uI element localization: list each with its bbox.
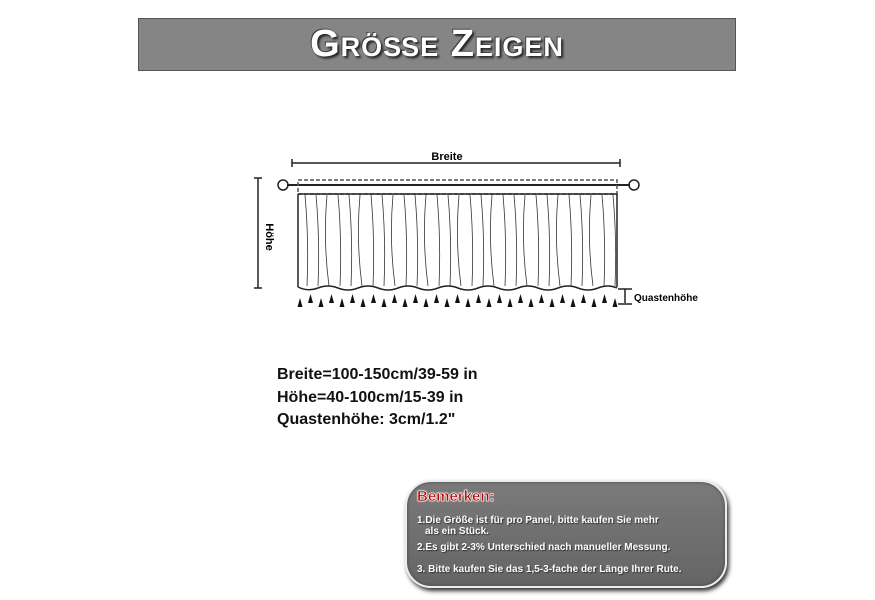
tassel bbox=[455, 294, 460, 303]
curtain-pleat bbox=[415, 195, 418, 286]
page-title: Größe Zeigen bbox=[310, 23, 564, 65]
curtain-pleat bbox=[358, 195, 362, 286]
note-item: 1.Die Größe ist für pro Panel, bitte kaufen Sie mehr bbox=[417, 515, 659, 526]
tassel bbox=[340, 298, 345, 307]
curtain-hem bbox=[298, 286, 617, 290]
curtain-pleat bbox=[523, 195, 527, 286]
curtain-pleat bbox=[470, 195, 473, 286]
tassel bbox=[476, 294, 481, 303]
notes-heading: Bemerken: bbox=[417, 488, 495, 505]
tassel bbox=[413, 294, 418, 303]
tassel bbox=[466, 298, 471, 307]
tassel bbox=[613, 298, 618, 307]
tassel bbox=[403, 298, 408, 307]
curtain-pleat bbox=[503, 195, 506, 286]
curtain-pleat bbox=[580, 195, 583, 286]
tassel bbox=[539, 294, 544, 303]
tassel bbox=[298, 298, 303, 307]
curtain-pleat bbox=[547, 195, 550, 286]
tassel bbox=[550, 298, 555, 307]
tassel bbox=[560, 294, 565, 303]
curtain-pleat bbox=[305, 195, 308, 286]
tassel bbox=[529, 298, 534, 307]
curtain-pleat bbox=[349, 195, 352, 286]
tassel bbox=[445, 298, 450, 307]
curtain-pleat bbox=[457, 195, 461, 286]
curtain-pleat bbox=[514, 195, 517, 286]
tassel bbox=[350, 294, 355, 303]
spec-tassel-height: Quastenhöhe: 3cm/1.2" bbox=[277, 411, 456, 428]
curtain-pleat bbox=[316, 195, 319, 286]
size-specs bbox=[277, 364, 478, 432]
tassel bbox=[571, 298, 576, 307]
tassel bbox=[308, 294, 313, 303]
tassel bbox=[487, 298, 492, 307]
curtain-pleat bbox=[589, 195, 593, 286]
curtain-pleat bbox=[437, 195, 440, 286]
curtain-pleat bbox=[325, 195, 329, 286]
tassel bbox=[371, 294, 376, 303]
curtain-pleat bbox=[602, 195, 605, 286]
curtain-pleat bbox=[490, 195, 494, 286]
tassel bbox=[424, 298, 429, 307]
height-label: Höhe bbox=[263, 223, 275, 251]
spec-height: Höhe=40-100cm/15-39 in bbox=[277, 388, 464, 406]
tassel bbox=[319, 298, 324, 307]
tassel bbox=[434, 294, 439, 303]
note-item: 3. Bitte kaufen Sie das 1,5-3-fache der Länge Ihrer Rute. bbox=[417, 564, 682, 575]
rod-finial-right bbox=[629, 180, 639, 190]
curtain-pleat bbox=[613, 195, 616, 286]
curtain-pleat bbox=[569, 195, 572, 286]
curtain-pleat bbox=[424, 195, 428, 286]
notes-box bbox=[405, 480, 727, 588]
curtain-pleat bbox=[391, 195, 395, 286]
tassel-dimension-bracket bbox=[618, 289, 632, 304]
tassel bbox=[602, 294, 607, 303]
tassel bbox=[508, 298, 513, 307]
tassel bbox=[329, 294, 334, 303]
curtain-pleat bbox=[338, 195, 341, 286]
tassel bbox=[392, 294, 397, 303]
spec-width: Breite=100-150cm/39-59 in bbox=[277, 366, 478, 383]
curtain-pleat bbox=[481, 195, 484, 286]
tassel bbox=[361, 298, 366, 307]
tassel bbox=[382, 298, 387, 307]
tassel bbox=[581, 294, 586, 303]
tassel-height-label: Quastenhöhe bbox=[634, 293, 698, 304]
curtain-pleat bbox=[404, 195, 407, 286]
curtain-pleat bbox=[556, 195, 560, 286]
tassel bbox=[592, 298, 597, 307]
curtain-pleat bbox=[382, 195, 385, 286]
tassel bbox=[497, 294, 502, 303]
note-item: 2.Es gibt 2-3% Unterschied nach manueller Messung. bbox=[417, 542, 671, 553]
width-label: Breite bbox=[431, 151, 463, 163]
tassel bbox=[518, 294, 523, 303]
rod-finial-left bbox=[278, 180, 288, 190]
curtain-header bbox=[298, 180, 617, 194]
curtain-pleat bbox=[371, 195, 374, 286]
note-item: als ein Stück. bbox=[425, 526, 489, 537]
curtain-pleat bbox=[448, 195, 451, 286]
curtain-pleat bbox=[536, 195, 539, 286]
